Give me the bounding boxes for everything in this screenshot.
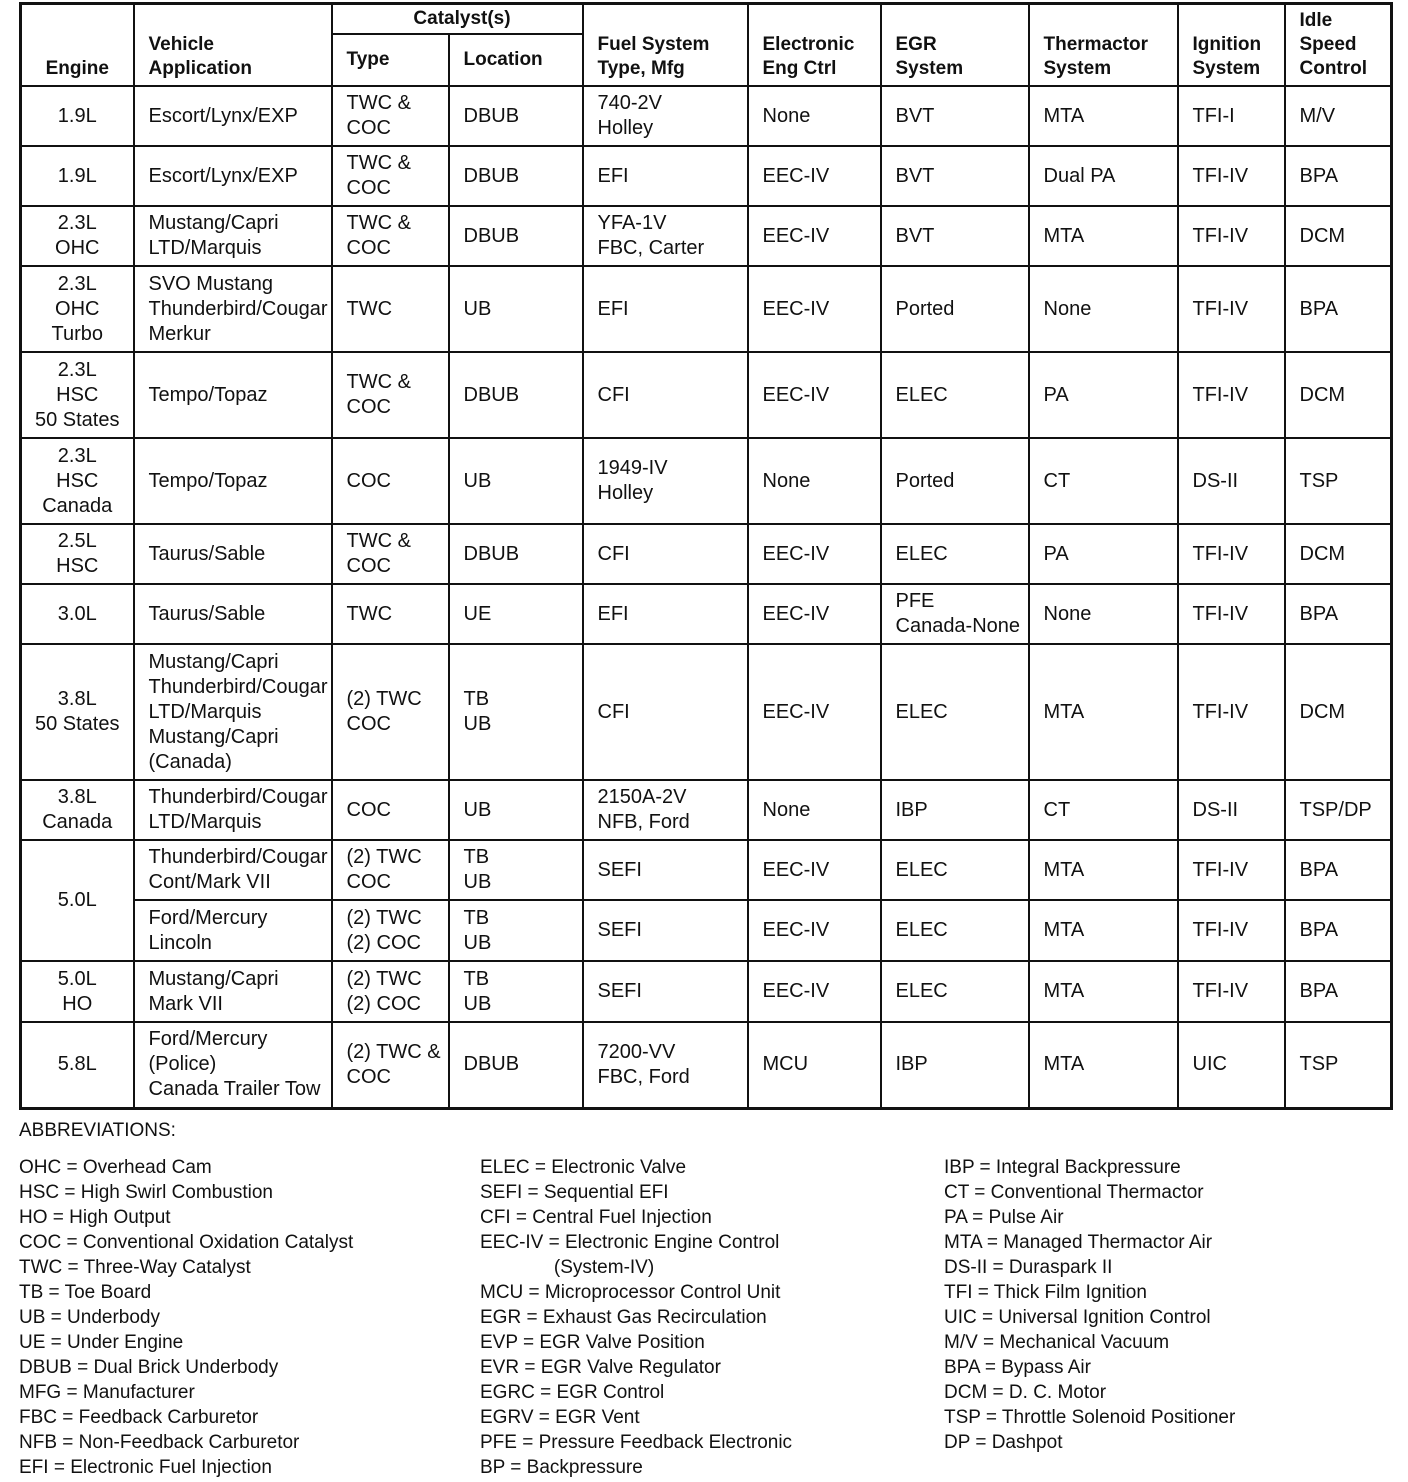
abbreviation-entry: DP = Dashpot bbox=[944, 1432, 1063, 1453]
cell-thermactor: None bbox=[1029, 266, 1178, 352]
cell-type: (2) TWC (2) COC bbox=[332, 900, 449, 961]
cell-egr: Ported bbox=[881, 438, 1029, 524]
cell-type: TWC & COC bbox=[332, 352, 449, 438]
table-row bbox=[21, 1022, 1392, 1108]
cell-egr: ELEC bbox=[881, 644, 1029, 780]
cell-eec: EEC-IV bbox=[748, 900, 881, 961]
cell-ignition: TFI-IV bbox=[1178, 900, 1285, 961]
cell-location: DBUB bbox=[449, 86, 583, 146]
abbreviation-entry: TWC = Three-Way Catalyst bbox=[19, 1257, 251, 1278]
cell-ignition: TFI-IV bbox=[1178, 206, 1285, 266]
cell-location: DBUB bbox=[449, 206, 583, 266]
cell-thermactor: PA bbox=[1029, 524, 1178, 584]
abbreviation-entry: HO = High Output bbox=[19, 1207, 171, 1228]
table-row bbox=[21, 266, 1392, 352]
cell-location: TB UB bbox=[449, 961, 583, 1022]
cell-idle: TSP bbox=[1285, 1022, 1392, 1108]
table-body bbox=[21, 86, 1392, 1108]
abbreviations-title: ABBREVIATIONS: bbox=[19, 1120, 176, 1141]
cell-fuel: 7200-VV FBC, Ford bbox=[583, 1022, 748, 1108]
cell-idle: DCM bbox=[1285, 206, 1392, 266]
cell-thermactor: MTA bbox=[1029, 1022, 1178, 1108]
cell-fuel: EFI bbox=[583, 266, 748, 352]
cell-eec: EEC-IV bbox=[748, 524, 881, 584]
cell-thermactor: MTA bbox=[1029, 86, 1178, 146]
abbreviation-entry: EGRC = EGR Control bbox=[480, 1382, 665, 1403]
abbreviation-entry: TFI = Thick Film Ignition bbox=[944, 1282, 1147, 1303]
table-row bbox=[21, 146, 1392, 206]
cell-egr: IBP bbox=[881, 780, 1029, 840]
cell-location: DBUB bbox=[449, 524, 583, 584]
cell-ignition: TFI-IV bbox=[1178, 584, 1285, 644]
cell-idle: BPA bbox=[1285, 900, 1392, 961]
abbreviations-column-3 bbox=[944, 1155, 1235, 1455]
abbreviation-entry: NFB = Non-Feedback Carburetor bbox=[19, 1432, 300, 1453]
cell-fuel: 740-2V Holley bbox=[583, 86, 748, 146]
cell-egr: BVT bbox=[881, 146, 1029, 206]
header-electronic-eng-ctrl: Electronic Eng Ctrl bbox=[748, 4, 881, 87]
abbreviation-entry: EVR = EGR Valve Regulator bbox=[480, 1357, 721, 1378]
abbreviation-entry: UE = Under Engine bbox=[19, 1332, 184, 1353]
cell-idle: TSP/DP bbox=[1285, 780, 1392, 840]
cell-eec: MCU bbox=[748, 1022, 881, 1108]
abbreviation-entry: M/V = Mechanical Vacuum bbox=[944, 1332, 1170, 1353]
abbreviation-entry: FBC = Feedback Carburetor bbox=[19, 1407, 259, 1428]
cell-type: COC bbox=[332, 438, 449, 524]
abbreviations-column-2 bbox=[480, 1155, 792, 1480]
header-egr-system: EGR System bbox=[881, 4, 1029, 87]
cell-ignition: UIC bbox=[1178, 1022, 1285, 1108]
cell-type: TWC & COC bbox=[332, 86, 449, 146]
cell-engine: 3.0L bbox=[21, 584, 134, 644]
cell-vehicle: Ford/Mercury (Police) Canada Trailer Tow bbox=[134, 1022, 332, 1108]
table-row bbox=[21, 524, 1392, 584]
cell-thermactor: MTA bbox=[1029, 900, 1178, 961]
abbreviations-column-1 bbox=[19, 1155, 353, 1480]
cell-engine: 2.3L OHC bbox=[21, 206, 134, 266]
cell-vehicle: Mustang/Capri Mark VII bbox=[134, 961, 332, 1022]
cell-vehicle: Escort/Lynx/EXP bbox=[134, 86, 332, 146]
cell-engine: 5.0L bbox=[21, 840, 134, 961]
cell-eec: EEC-IV bbox=[748, 352, 881, 438]
abbreviation-entry: EGR = Exhaust Gas Recirculation bbox=[480, 1307, 767, 1328]
cell-type: (2) TWC (2) COC bbox=[332, 961, 449, 1022]
abbreviation-entry: BP = Backpressure bbox=[480, 1457, 643, 1478]
cell-vehicle: Mustang/Capri LTD/Marquis bbox=[134, 206, 332, 266]
abbreviation-entry: BPA = Bypass Air bbox=[944, 1357, 1091, 1378]
cell-fuel: SEFI bbox=[583, 900, 748, 961]
cell-idle: BPA bbox=[1285, 584, 1392, 644]
cell-type: (2) TWC & COC bbox=[332, 1022, 449, 1108]
abbreviation-entry: EEC-IV = Electronic Engine Control bbox=[480, 1232, 780, 1253]
abbreviation-entry: IBP = Integral Backpressure bbox=[944, 1157, 1181, 1178]
cell-idle: DCM bbox=[1285, 524, 1392, 584]
cell-thermactor: MTA bbox=[1029, 206, 1178, 266]
header-catalyst-type: Type bbox=[332, 34, 449, 86]
abbreviation-entry: PA = Pulse Air bbox=[944, 1207, 1064, 1228]
cell-engine: 1.9L bbox=[21, 146, 134, 206]
abbreviation-entry: UIC = Universal Ignition Control bbox=[944, 1307, 1211, 1328]
cell-fuel: 2150A-2V NFB, Ford bbox=[583, 780, 748, 840]
cell-ignition: TFI-IV bbox=[1178, 840, 1285, 900]
cell-fuel: 1949-IV Holley bbox=[583, 438, 748, 524]
header-fuel-system: Fuel System Type, Mfg bbox=[583, 4, 748, 87]
cell-vehicle: Mustang/Capri Thunderbird/Cougar LTD/Marquis Mustang/Capri (Canada) bbox=[134, 644, 332, 780]
cell-type: (2) TWC COC bbox=[332, 644, 449, 780]
cell-engine: 2.5L HSC bbox=[21, 524, 134, 584]
cell-egr: ELEC bbox=[881, 524, 1029, 584]
cell-eec: None bbox=[748, 780, 881, 840]
abbreviation-entry: DCM = D. C. Motor bbox=[944, 1382, 1107, 1403]
cell-fuel: EFI bbox=[583, 584, 748, 644]
cell-eec: EEC-IV bbox=[748, 584, 881, 644]
cell-egr: ELEC bbox=[881, 900, 1029, 961]
cell-egr: ELEC bbox=[881, 961, 1029, 1022]
cell-engine: 5.0L HO bbox=[21, 961, 134, 1022]
abbreviation-entry: CFI = Central Fuel Injection bbox=[480, 1207, 712, 1228]
abbreviation-entry: MTA = Managed Thermactor Air bbox=[944, 1232, 1213, 1253]
cell-vehicle: Thunderbird/Cougar LTD/Marquis bbox=[134, 780, 332, 840]
cell-egr: IBP bbox=[881, 1022, 1029, 1108]
cell-location: DBUB bbox=[449, 352, 583, 438]
table-row bbox=[21, 840, 1392, 900]
cell-idle: TSP bbox=[1285, 438, 1392, 524]
abbreviation-entry: CT = Conventional Thermactor bbox=[944, 1182, 1204, 1203]
abbreviation-entry: TB = Toe Board bbox=[19, 1282, 152, 1303]
cell-location: UB bbox=[449, 780, 583, 840]
table-row bbox=[21, 206, 1392, 266]
cell-egr: Ported bbox=[881, 266, 1029, 352]
header-ignition-system: Ignition System bbox=[1178, 4, 1285, 87]
abbreviation-entry: HSC = High Swirl Combustion bbox=[19, 1182, 273, 1203]
cell-thermactor: MTA bbox=[1029, 644, 1178, 780]
cell-idle: DCM bbox=[1285, 352, 1392, 438]
cell-idle: DCM bbox=[1285, 644, 1392, 780]
table-row bbox=[21, 438, 1392, 524]
cell-ignition: TFI-IV bbox=[1178, 146, 1285, 206]
cell-location: UB bbox=[449, 438, 583, 524]
cell-fuel: CFI bbox=[583, 352, 748, 438]
abbreviation-entry: DS-II = Duraspark II bbox=[944, 1257, 1113, 1278]
cell-location: DBUB bbox=[449, 1022, 583, 1108]
header-catalysts: Catalyst(s) bbox=[332, 4, 583, 35]
cell-fuel: CFI bbox=[583, 644, 748, 780]
table-row bbox=[21, 584, 1392, 644]
cell-egr: ELEC bbox=[881, 840, 1029, 900]
cell-location: TB UB bbox=[449, 900, 583, 961]
cell-ignition: TFI-IV bbox=[1178, 352, 1285, 438]
table-row bbox=[21, 86, 1392, 146]
cell-thermactor: None bbox=[1029, 584, 1178, 644]
cell-type: TWC & COC bbox=[332, 146, 449, 206]
cell-vehicle: Taurus/Sable bbox=[134, 584, 332, 644]
cell-ignition: TFI-IV bbox=[1178, 524, 1285, 584]
cell-ignition: DS-II bbox=[1178, 438, 1285, 524]
cell-vehicle: Taurus/Sable bbox=[134, 524, 332, 584]
cell-type: TWC & COC bbox=[332, 206, 449, 266]
abbreviation-entry: EFI = Electronic Fuel Injection bbox=[19, 1457, 272, 1478]
table-row bbox=[21, 780, 1392, 840]
header-catalyst-location: Location bbox=[449, 34, 583, 86]
cell-egr: PFE Canada-None bbox=[881, 584, 1029, 644]
cell-thermactor: MTA bbox=[1029, 840, 1178, 900]
cell-eec: EEC-IV bbox=[748, 146, 881, 206]
abbreviation-entry: MFG = Manufacturer bbox=[19, 1382, 195, 1403]
cell-ignition: TFI-IV bbox=[1178, 644, 1285, 780]
emissions-spec-sheet bbox=[19, 2, 1390, 1110]
cell-eec: EEC-IV bbox=[748, 961, 881, 1022]
abbreviation-entry: (System-IV) bbox=[480, 1257, 655, 1278]
cell-idle: BPA bbox=[1285, 840, 1392, 900]
cell-type: TWC bbox=[332, 266, 449, 352]
cell-type: TWC bbox=[332, 584, 449, 644]
table-row bbox=[21, 961, 1392, 1022]
cell-vehicle: Thunderbird/Cougar Cont/Mark VII bbox=[134, 840, 332, 900]
cell-fuel: SEFI bbox=[583, 961, 748, 1022]
cell-engine: 1.9L bbox=[21, 86, 134, 146]
engine-spec-table bbox=[19, 2, 1393, 1110]
cell-vehicle: Tempo/Topaz bbox=[134, 352, 332, 438]
abbreviation-entry: ELEC = Electronic Valve bbox=[480, 1157, 687, 1178]
cell-engine: 3.8L Canada bbox=[21, 780, 134, 840]
cell-thermactor: MTA bbox=[1029, 961, 1178, 1022]
cell-vehicle: Ford/Mercury Lincoln bbox=[134, 900, 332, 961]
cell-location: DBUB bbox=[449, 146, 583, 206]
cell-thermactor: CT bbox=[1029, 438, 1178, 524]
cell-idle: BPA bbox=[1285, 146, 1392, 206]
cell-eec: EEC-IV bbox=[748, 644, 881, 780]
cell-eec: EEC-IV bbox=[748, 206, 881, 266]
cell-engine: 2.3L OHC Turbo bbox=[21, 266, 134, 352]
abbreviation-entry: EGRV = EGR Vent bbox=[480, 1407, 640, 1428]
cell-type: COC bbox=[332, 780, 449, 840]
abbreviation-entry: SEFI = Sequential EFI bbox=[480, 1182, 669, 1203]
cell-location: TB UB bbox=[449, 840, 583, 900]
cell-ignition: TFI-IV bbox=[1178, 266, 1285, 352]
table-row bbox=[21, 352, 1392, 438]
cell-thermactor: Dual PA bbox=[1029, 146, 1178, 206]
cell-egr: BVT bbox=[881, 86, 1029, 146]
abbreviation-entry: MCU = Microprocessor Control Unit bbox=[480, 1282, 781, 1303]
cell-idle: BPA bbox=[1285, 266, 1392, 352]
abbreviation-entry: OHC = Overhead Cam bbox=[19, 1157, 212, 1178]
abbreviation-entry: TSP = Throttle Solenoid Positioner bbox=[944, 1407, 1236, 1428]
cell-fuel: YFA-1V FBC, Carter bbox=[583, 206, 748, 266]
cell-fuel: EFI bbox=[583, 146, 748, 206]
cell-egr: ELEC bbox=[881, 352, 1029, 438]
cell-fuel: CFI bbox=[583, 524, 748, 584]
cell-eec: None bbox=[748, 86, 881, 146]
cell-engine: 3.8L 50 States bbox=[21, 644, 134, 780]
cell-thermactor: PA bbox=[1029, 352, 1178, 438]
cell-ignition: DS-II bbox=[1178, 780, 1285, 840]
cell-engine: 2.3L HSC 50 States bbox=[21, 352, 134, 438]
header-thermactor-system: Thermactor System bbox=[1029, 4, 1178, 87]
cell-location: TB UB bbox=[449, 644, 583, 780]
abbreviation-entry: DBUB = Dual Brick Underbody bbox=[19, 1357, 279, 1378]
abbreviation-entry: COC = Conventional Oxidation Catalyst bbox=[19, 1232, 354, 1253]
cell-ignition: TFI-IV bbox=[1178, 961, 1285, 1022]
cell-vehicle: SVO Mustang Thunderbird/Cougar Merkur bbox=[134, 266, 332, 352]
table-row bbox=[21, 644, 1392, 780]
cell-location: UE bbox=[449, 584, 583, 644]
cell-engine: 5.8L bbox=[21, 1022, 134, 1108]
cell-eec: None bbox=[748, 438, 881, 524]
cell-type: TWC & COC bbox=[332, 524, 449, 584]
cell-fuel: SEFI bbox=[583, 840, 748, 900]
abbreviation-entry: UB = Underbody bbox=[19, 1307, 160, 1328]
cell-eec: EEC-IV bbox=[748, 840, 881, 900]
header-engine: Engine bbox=[21, 4, 134, 87]
cell-vehicle: Escort/Lynx/EXP bbox=[134, 146, 332, 206]
cell-engine: 2.3L HSC Canada bbox=[21, 438, 134, 524]
cell-idle: BPA bbox=[1285, 961, 1392, 1022]
cell-vehicle: Tempo/Topaz bbox=[134, 438, 332, 524]
cell-location: UB bbox=[449, 266, 583, 352]
abbreviation-entry: PFE = Pressure Feedback Electronic bbox=[480, 1432, 793, 1453]
abbreviation-entry: EVP = EGR Valve Position bbox=[480, 1332, 705, 1353]
table-row bbox=[21, 900, 1392, 961]
header-vehicle-application: Vehicle Application bbox=[134, 4, 332, 87]
cell-ignition: TFI-I bbox=[1178, 86, 1285, 146]
cell-eec: EEC-IV bbox=[748, 266, 881, 352]
cell-thermactor: CT bbox=[1029, 780, 1178, 840]
cell-idle: M/V bbox=[1285, 86, 1392, 146]
cell-type: (2) TWC COC bbox=[332, 840, 449, 900]
header-idle-speed-control: Idle Speed Control bbox=[1285, 4, 1392, 87]
cell-egr: BVT bbox=[881, 206, 1029, 266]
